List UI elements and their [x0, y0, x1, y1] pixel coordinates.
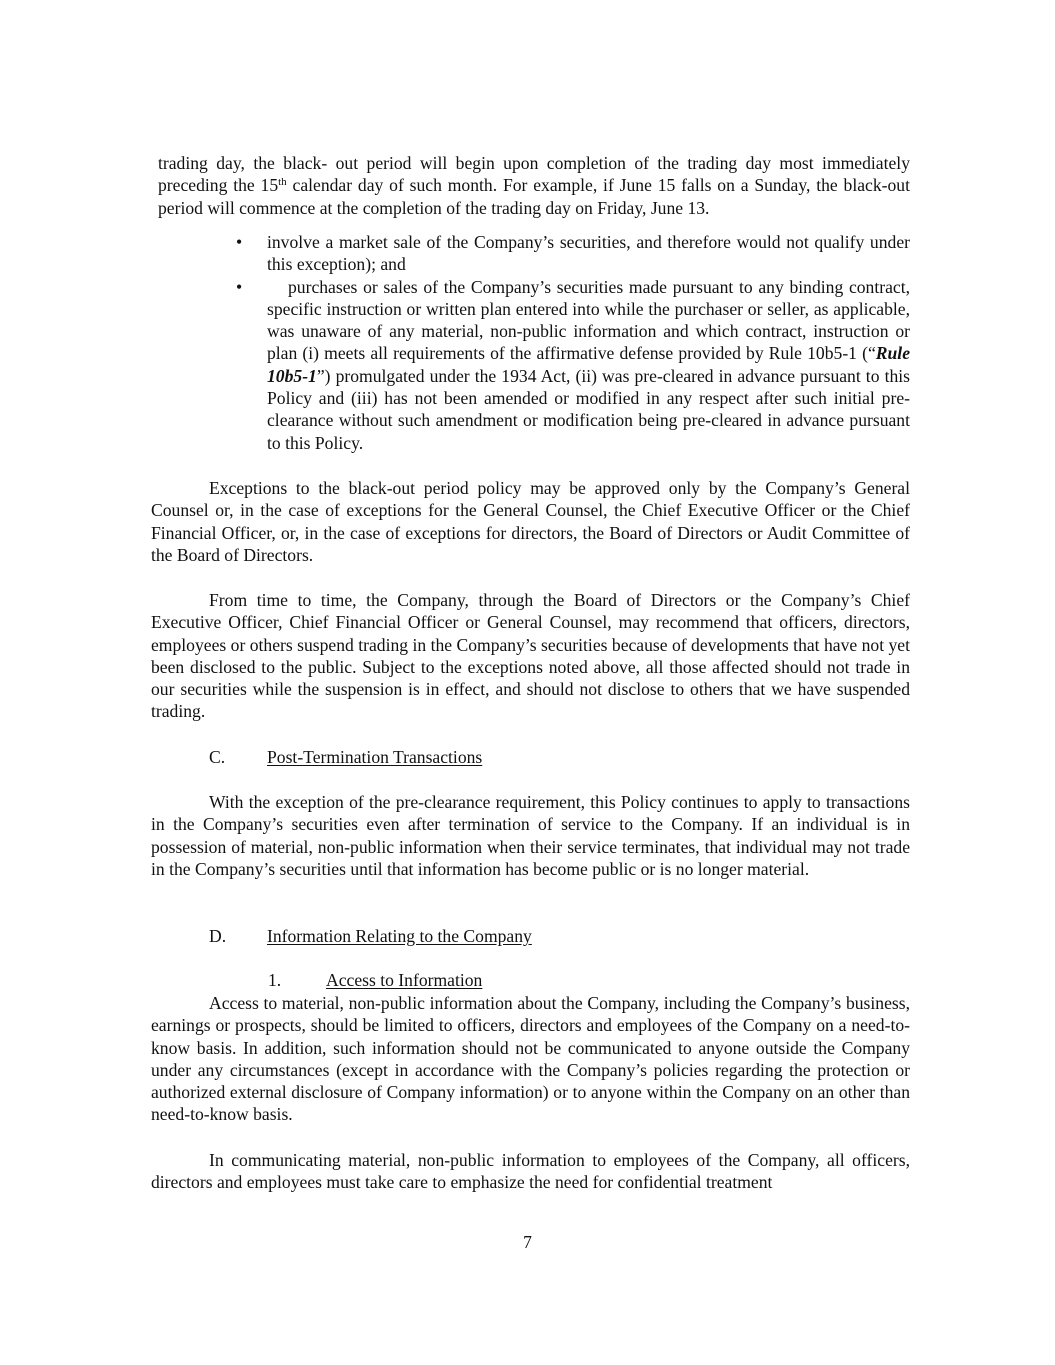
exception-bullet-list — [236, 231, 910, 454]
continued-paragraph-text: trading day, the black- out period will begin upon completion of the trading day most immediately preceding the 15 — [158, 153, 910, 196]
bullet-text: involve a market sale of the Company’s securities, and therefore would not qualify under this exception); and — [267, 232, 910, 275]
bullet-item-market-sale — [236, 231, 910, 276]
subsection-number: 1. — [268, 970, 282, 990]
suspension-paragraph: From time to time, the Company, through the Board of Directors or the Company’s Chief Executive Officer, Chief Financial Officer or General Counsel, may recommend that officers, directors, employees or others suspend trading in the Company’s securities because of developments that have not yet been disclosed to the public. Subject to the exceptions noted above, all those affected should not trade in our securities while the suspension is in effect, and should not disclose to others that we have suspended trading. — [151, 590, 910, 722]
section-number: D. — [209, 926, 227, 946]
section-number: C. — [209, 747, 226, 767]
section-heading-d — [209, 925, 532, 947]
exceptions-paragraph: Exceptions to the black-out period policy may be approved only by the Company’s General Counsel or, in the case of exceptions for the General Counsel, the Chief Executive Officer or the Chief Financial Officer, or, in the case of exceptions for directors, the Board of Directors or Audit Committee of the Board of Directors. — [151, 478, 910, 565]
continued-paragraph-text-end: calendar day of such month. For example, if June 15 falls on a Sunday, the black-out period will commence at the completion of the trading day on Friday, June 13. — [158, 175, 910, 218]
post-termination-paragraph: With the exception of the pre-clearance requirement, this Policy continues to apply to transactions in the Company’s securities even after termination of service to the Company. If an individual is in possession of material, non-public information when their service terminates, that individual may not trade in the Company’s securities until that information has become public or is no longer material. — [151, 792, 910, 879]
access-paragraph: Access to material, non-public information about the Company, including the Company’s business, earnings or prospects, should be limited to officers, directors and employees of the Company on a need-to-know basis. In addition, such information should not be communicated to anyone outside the Company under any circumstances (except in accordance with the Company’s policies regarding the protection or authorized external disclosure of Company information) or to anyone within the Company on an other than need-to-know basis. — [151, 993, 910, 1125]
bullet-text-end: ”) promulgated under the 1934 Act, (ii) was pre-cleared in advance pursuant to this Policy and (iii) has not been amended or modified in any respect after such initial pre-clearance without such amendment or modification being pre-cleared in advance pursuant to this Policy. — [267, 365, 910, 453]
ordinal-superscript: th — [278, 176, 287, 189]
bullet-icon: • — [236, 276, 243, 297]
communicating-paragraph: In communicating material, non-public information to employees of the Company, all officers, directors and employees must take care to emphasize the need for confidential treatment — [151, 1150, 910, 1193]
bullet-icon: • — [236, 232, 243, 252]
section-title: Information Relating to the Company — [267, 926, 532, 946]
bullet-item-rule-10b5-1 — [236, 276, 910, 454]
subsection-title: Access to Information — [326, 970, 483, 990]
page-number: 7 — [523, 1232, 532, 1252]
section-heading-c — [209, 746, 482, 768]
section-title: Post-Termination Transactions — [267, 747, 483, 767]
defined-term: Rule 10b5-1 — [267, 343, 910, 386]
subsection-heading-1 — [268, 969, 482, 991]
bullet-text: purchases or sales of the Company’s securities made pursuant to any binding contract, specific instruction or written plan entered into while the purchaser or seller, as applicable, was unaware of any material, non-public information and which contract, instruction or plan (i) meets all requirements of the affirmative defense provided by Rule 10b5-1 (“ — [267, 276, 910, 364]
continued-paragraph — [158, 152, 910, 219]
